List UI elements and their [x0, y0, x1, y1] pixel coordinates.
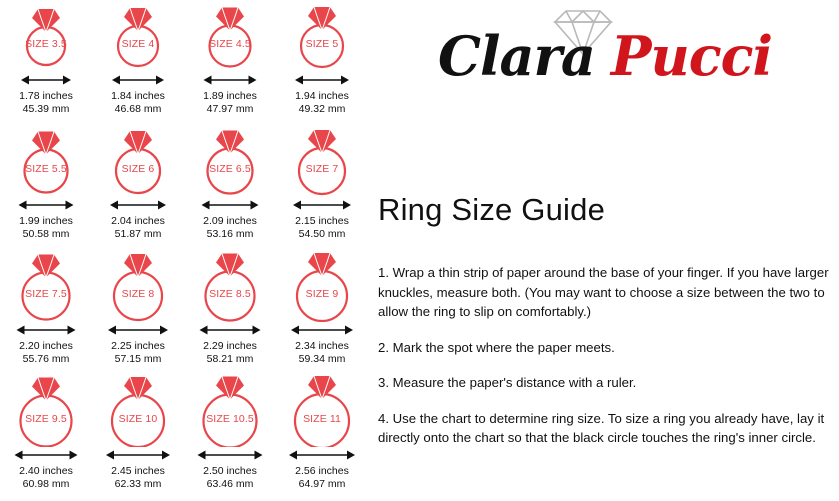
ring-illustration: [0, 125, 92, 197]
instruction-step: 3. Measure the paper's distance with a ruler.: [378, 375, 637, 391]
double-arrow-icon: [0, 197, 92, 213]
ring-measurement: [0, 215, 92, 241]
brand-name: [375, 24, 835, 88]
ring-measurement: [92, 215, 184, 241]
right-column: [370, 0, 839, 501]
diameter-arrow: [0, 197, 92, 213]
diameter-arrow: [276, 447, 368, 463]
ring-size-label: SIZE 10: [118, 413, 158, 425]
ring-illustration: [184, 250, 276, 322]
measurement-inches: 2.20 inches: [19, 340, 73, 352]
measurement-mm: 49.32 mm: [298, 103, 346, 115]
ring-icon: [0, 125, 92, 197]
measurement-mm: 55.76 mm: [22, 353, 70, 365]
measurement-mm: 57.15 mm: [114, 353, 162, 365]
diameter-arrow: [276, 322, 368, 338]
ring-size-cell: [276, 125, 368, 250]
ring-illustration: [184, 125, 276, 197]
ring-illustration: [184, 375, 276, 447]
ring-illustration: [0, 375, 92, 447]
ring-measurement: [184, 90, 276, 116]
double-arrow-icon: [92, 447, 184, 463]
measurement-mm: 58.21 mm: [206, 353, 254, 365]
ring-illustration: [92, 0, 184, 72]
ring-illustration: [92, 375, 184, 447]
double-arrow-icon: [0, 447, 92, 463]
measurement-mm: 54.50 mm: [298, 228, 346, 240]
diameter-arrow: [92, 72, 184, 88]
diameter-arrow: [0, 447, 92, 463]
diameter-arrow: [184, 322, 276, 338]
double-arrow-icon: [92, 72, 184, 88]
ring-measurement: [276, 90, 368, 116]
ring-size-label: SIZE 9.5: [25, 413, 67, 425]
ring-measurement: [0, 90, 92, 116]
double-arrow-icon: [184, 447, 276, 463]
ring-measurement: [184, 340, 276, 366]
ring-size-cell: [184, 125, 276, 250]
measurement-inches: 1.78 inches: [19, 90, 73, 102]
double-arrow-icon: [0, 322, 92, 338]
double-arrow-icon: [0, 72, 92, 88]
measurement-mm: 51.87 mm: [114, 228, 162, 240]
ring-icon: [92, 375, 184, 447]
double-arrow-icon: [276, 197, 368, 213]
ring-illustration: [0, 250, 92, 322]
ring-measurement: [276, 465, 368, 491]
ring-size-chart: [0, 0, 368, 501]
ring-size-cell: [184, 375, 276, 500]
double-arrow-icon: [92, 322, 184, 338]
ring-icon: [276, 125, 368, 197]
ring-size-cell: [0, 125, 92, 250]
ring-icon: [276, 250, 368, 322]
diameter-arrow: [92, 322, 184, 338]
ring-icon: [0, 250, 92, 322]
ring-illustration: [0, 0, 92, 72]
ring-icon: [0, 375, 92, 447]
double-arrow-icon: [184, 197, 276, 213]
diameter-arrow: [0, 322, 92, 338]
measurement-inches: 2.50 inches: [203, 465, 257, 477]
ring-measurement: [0, 340, 92, 366]
ring-icon: [92, 0, 184, 72]
ring-size-label: SIZE 4.5: [209, 38, 251, 50]
measurement-inches: 2.45 inches: [111, 465, 165, 477]
ring-size-label: SIZE 7.5: [25, 288, 67, 300]
page-title: Ring Size Guide: [378, 192, 606, 227]
measurement-inches: 2.56 inches: [295, 465, 349, 477]
ring-measurement: [0, 465, 92, 491]
ring-measurement: [92, 90, 184, 116]
brand-logo: [375, 4, 835, 109]
measurement-inches: 2.04 inches: [111, 215, 165, 227]
ring-size-cell: [0, 375, 92, 500]
ring-size-cell: [184, 250, 276, 375]
measurement-mm: 64.97 mm: [298, 478, 346, 490]
instruction-step: 4. Use the chart to determine ring size. To size a ring you already have, lay it directly onto the chart so that the black circle touches the ring's inner circle.: [378, 410, 825, 446]
ring-size-cell: [276, 0, 368, 125]
ring-size-cell: [276, 375, 368, 500]
ring-icon: [184, 0, 276, 72]
measurement-mm: 50.58 mm: [22, 228, 70, 240]
measurement-inches: 2.29 inches: [203, 340, 257, 352]
ring-illustration: [276, 375, 368, 447]
ring-measurement: [92, 340, 184, 366]
ring-icon: [276, 375, 368, 447]
ring-size-label: SIZE 7: [305, 163, 339, 175]
ring-icon: [0, 0, 92, 72]
instruction-steps: [378, 250, 830, 448]
ring-illustration: [184, 0, 276, 72]
double-arrow-icon: [184, 72, 276, 88]
ring-size-label: SIZE 8: [121, 288, 155, 300]
ring-size-cell: [92, 0, 184, 125]
double-arrow-icon: [276, 447, 368, 463]
ring-illustration: [276, 0, 368, 72]
ring-size-label: SIZE 4: [121, 38, 155, 50]
measurement-inches: 1.94 inches: [295, 90, 349, 102]
ring-size-label: SIZE 5: [305, 38, 339, 50]
measurement-inches: 2.34 inches: [295, 340, 349, 352]
double-arrow-icon: [184, 322, 276, 338]
ring-icon: [92, 250, 184, 322]
ring-illustration: [276, 125, 368, 197]
measurement-mm: 53.16 mm: [206, 228, 254, 240]
diameter-arrow: [276, 72, 368, 88]
diameter-arrow: [184, 72, 276, 88]
ring-measurement: [276, 340, 368, 366]
ring-size-cell: [92, 375, 184, 500]
diameter-arrow: [184, 447, 276, 463]
measurement-inches: 2.40 inches: [19, 465, 73, 477]
ring-icon: [184, 125, 276, 197]
ring-icon: [92, 125, 184, 197]
ring-measurement: [92, 465, 184, 491]
measurement-inches: 2.09 inches: [203, 215, 257, 227]
ring-illustration: [276, 250, 368, 322]
instruction-step: 2. Mark the spot where the paper meets.: [378, 339, 615, 355]
ring-icon: [184, 250, 276, 322]
ring-measurement: [184, 465, 276, 491]
diameter-arrow: [0, 72, 92, 88]
instruction-step: 1. Wrap a thin strip of paper around the base of your finger. If you have larger knuckles, measure both. (You may want to choose a size between the two to allow the ring to slip on comfortably.): [378, 265, 829, 320]
measurement-mm: 47.97 mm: [206, 103, 254, 115]
ring-illustration: [92, 250, 184, 322]
ring-size-cell: [0, 0, 92, 125]
ring-size-label: SIZE 8.5: [209, 288, 251, 300]
double-arrow-icon: [276, 72, 368, 88]
diameter-arrow: [92, 447, 184, 463]
ring-size-label: SIZE 11: [303, 413, 341, 425]
brand-word-clara: Clara: [437, 24, 595, 88]
measurement-mm: 62.33 mm: [114, 478, 162, 490]
ring-icon: [184, 375, 276, 447]
measurement-mm: 45.39 mm: [22, 103, 70, 115]
measurement-inches: 2.15 inches: [295, 215, 349, 227]
ring-size-label: SIZE 6.5: [209, 163, 251, 175]
ring-measurement: [184, 215, 276, 241]
ring-size-label: SIZE 10.5: [206, 413, 254, 425]
diameter-arrow: [184, 197, 276, 213]
ring-size-label: SIZE 3.5: [25, 38, 67, 50]
brand-word-pucci: Pucci: [610, 24, 773, 88]
measurement-mm: 60.98 mm: [22, 478, 70, 490]
measurement-mm: 59.34 mm: [298, 353, 346, 365]
ring-size-cell: [92, 125, 184, 250]
ring-size-cell: [184, 0, 276, 125]
measurement-inches: 1.84 inches: [111, 90, 165, 102]
measurement-inches: 1.89 inches: [203, 90, 257, 102]
ring-size-cell: [276, 250, 368, 375]
ring-size-label: SIZE 9: [305, 288, 339, 300]
ring-illustration: [92, 125, 184, 197]
diameter-arrow: [276, 197, 368, 213]
diameter-arrow: [92, 197, 184, 213]
measurement-mm: 46.68 mm: [114, 103, 162, 115]
double-arrow-icon: [92, 197, 184, 213]
measurement-inches: 1.99 inches: [19, 215, 73, 227]
ring-measurement: [276, 215, 368, 241]
measurement-mm: 63.46 mm: [206, 478, 254, 490]
ring-size-cell: [0, 250, 92, 375]
measurement-inches: 2.25 inches: [111, 340, 165, 352]
double-arrow-icon: [276, 322, 368, 338]
ring-size-label: SIZE 6: [121, 163, 155, 175]
ring-size-cell: [92, 250, 184, 375]
ring-size-label: SIZE 5.5: [25, 163, 67, 175]
ring-icon: [276, 0, 368, 72]
